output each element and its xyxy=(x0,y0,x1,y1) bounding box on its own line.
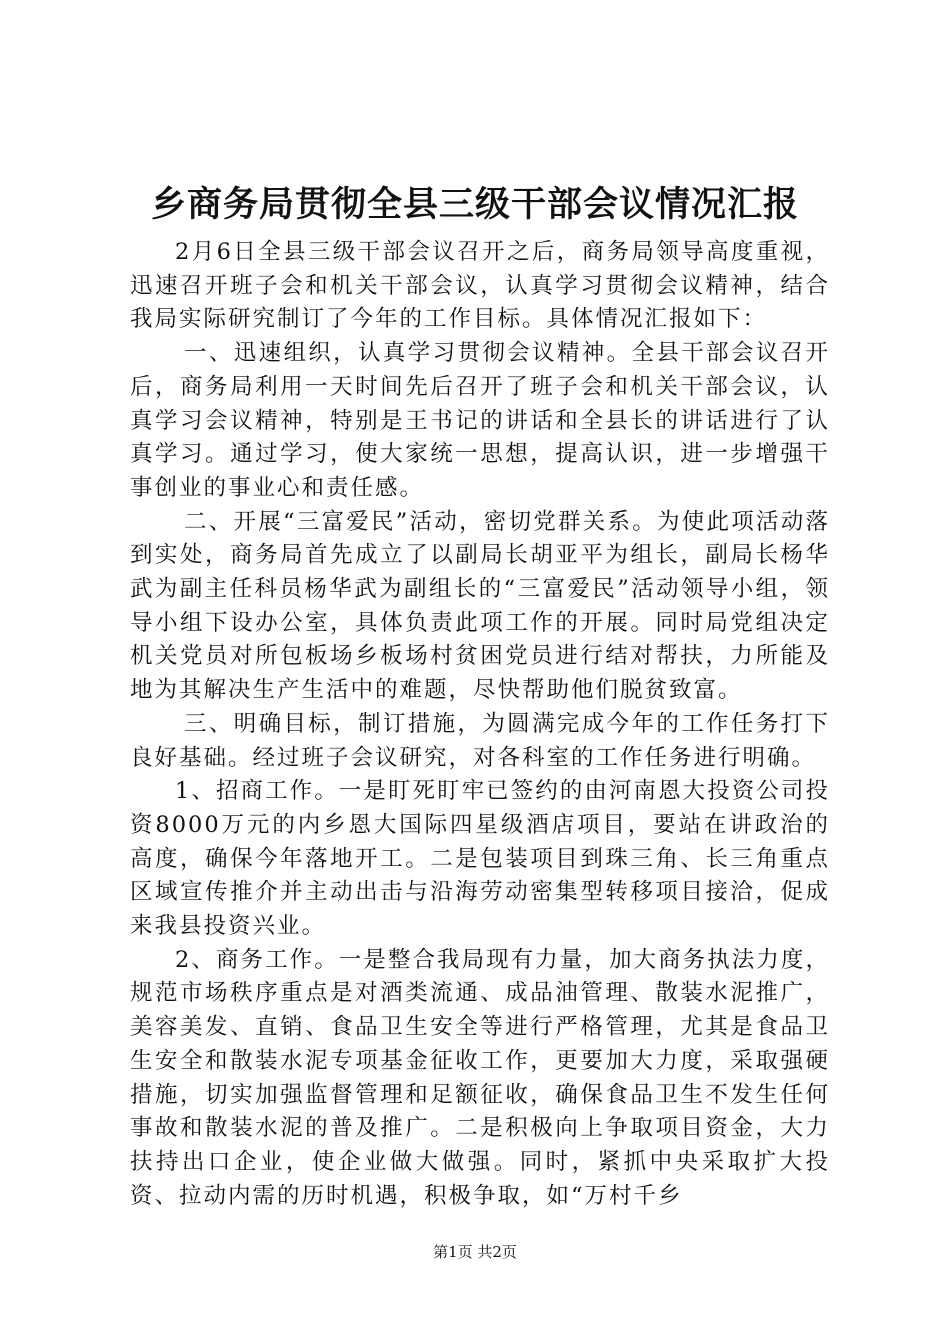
page-footer: 第1页 共2页 xyxy=(433,1243,517,1261)
paragraph-section-2: 二、开展“三富爱民”活动，密切党群关系。为使此项活动落到实处，商务局首先成立了以副局长胡亚平为组长，副局长杨华武为副主任科员杨华武为副组长的“三富爱民”活动领导小组，领导小组下设办公室，具体负责此项工作的开展。同时局党组决定机关党员对所包板场乡板场村贫困党员进行结对帮扶，力所能及地为其解决生产生活中的难题，尽快帮助他们脱贫致富。 xyxy=(130,508,830,704)
document-title: 乡商务局贯彻全县三级干部会议情况汇报 xyxy=(150,184,799,225)
paragraph-section-3: 三、明确目标，制订措施，为圆满完成今年的工作任务打下良好基础。经过班子会议研究，对各科室的工作任务进行明确。 xyxy=(130,710,830,771)
paragraph-intro: 2月6日全县三级干部会议召开之后，商务局领导高度重视，迅速召开班子会和机关干部会议，认真学习贯彻会议精神，结合我局实际研究制订了今年的工作目标。具体情况汇报如下： xyxy=(130,239,830,333)
paragraph-item-2: 2、商务工作。一是整合我局现有力量，加大商务执法力度，规范市场秩序重点是对酒类流通、成品油管理、散装水泥推广，美容美发、直销、食品卫生安全等进行严格管理，尤其是食品卫生安全和散装水泥专项基金征收工作，更要加大力度，采取强硬措施，切实加强监督管理和足额征收，确保食品卫生不发生任何事故和散装水泥的普及推广。二是积极向上争取项目资金，大力扶持出口企业，使企业做大做强。同时，紧抓中央采取扩大投资、拉动内需的历时机遇，积极争取，如“万村千乡 xyxy=(130,946,830,1209)
paragraph-section-1: 一、迅速组织，认真学习贯彻会议精神。全县干部会议召开后，商务局利用一天时间先后召开了班子会和机关干部会议，认真学习会议精神，特别是王书记的讲话和全县长的讲话进行了认真学习。通过学习，使大家统一思想，提高认识，进一步增强干事创业的事业心和责任感。 xyxy=(130,340,830,501)
document-body xyxy=(130,236,830,1213)
paragraph-item-1: 1、招商工作。一是盯死盯牢已签约的由河南恩大投资公司投资8000万元的内乡恩大国际四星级酒店项目，要站在讲政治的高度，确保今年落地开工。二是包装项目到珠三角、长三角重点区域宣传推介并主动出击与沿海劳动密集型转移项目接洽，促成来我县投资兴业。 xyxy=(130,778,830,940)
